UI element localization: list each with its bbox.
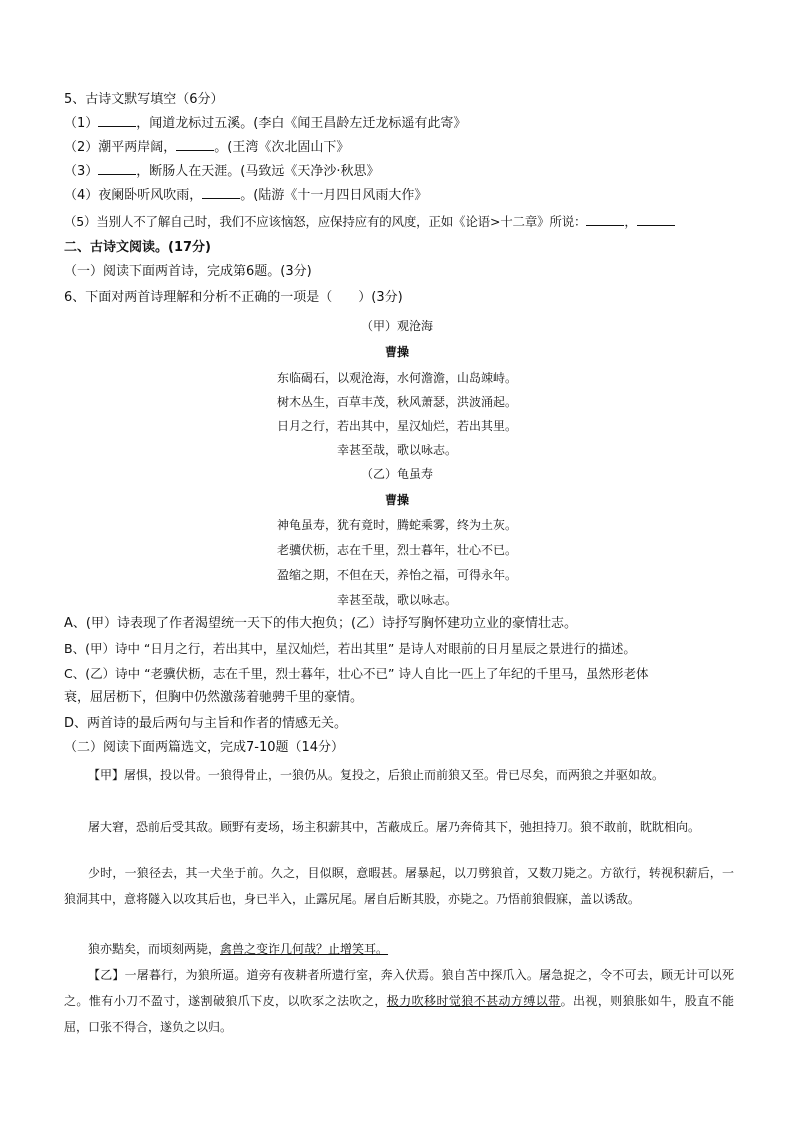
passage-jia-paragraph: 少时，一狼径去，其一犬坐于前。久之，目似瞑，意暇甚。屠暴起，以刀劈狼首，又数刀毙之。方欲行，转视积薪后，一狼洞其中，意将隧入以攻其后也，身已半入，止露尻尾。屠自后断其股，亦毙之。乃悟前狼假寐，盖以诱敌。 — [64, 866, 734, 906]
passage-jia-paragraph: 屠大窘，恐前后受其敌。顾野有麦场，场主积薪其中，苫蔽成丘。屠乃奔倚其下，弛担持刀。狼不敢前，眈眈相向。 — [88, 820, 701, 834]
option-b[interactable]: B、(甲）诗中 “日月之行，若出其中，星汉灿烂，若出其里” 是诗人对眼前的日月星辰之景进行的描述。 — [64, 641, 636, 656]
poem-2-line: 神龟虽寿，犹有竟时，腾蛇乘雾，终为土灰。 — [276, 518, 517, 532]
answer-blank[interactable] — [98, 162, 136, 175]
q5-item-4-text: 。(陆游《十一月四日风雨大作》 — [240, 188, 428, 203]
q5-item-2 — [64, 138, 349, 158]
poem-1-line: 东临碣石，以观沧海，水何澹澹，山岛竦峙。 — [276, 371, 517, 385]
poem-2-line: 盈缩之期，不但在天，养怡之福，可得永年。 — [276, 568, 517, 582]
option-c-continued: 衰，屈居枥下，但胸中仍然激荡着驰骋千里的豪情。 — [64, 690, 364, 705]
q5-item-3-prefix: （3） — [64, 164, 99, 179]
q5-item-1-text: ，闻道龙标过五溪。(李白《闻王昌龄左迁龙标遥有此寄》 — [136, 116, 467, 131]
passage-yi-text: 【乙】一屠暮行，为狼所逼。道旁有夜耕者所遗行室，奔入伏焉。狼自苫中探爪入。屠急捉之，令不可去，顾无计可以死之。惟有小刀不盈寸，遂割破狼爪下皮，以吹豕之法吹之， — [64, 968, 734, 1008]
poem-2-author: 曹操 — [384, 493, 409, 507]
poem-1-line: 幸甚至哉，歌以咏志。 — [336, 443, 457, 457]
section-2-part-1: （一）阅读下面两首诗，完成第6题。(3分) — [64, 264, 312, 279]
passage-jia-text: 狼亦黠矣，而顷刻两毙， — [88, 942, 221, 956]
passage-yi-text: 。出视，则狼胀如牛，股直不能屈，口张不得合，遂负之以归。 — [64, 994, 734, 1034]
poem-1-title: （甲）观沧海 — [360, 319, 433, 333]
underlined-sentence: 禽兽之变诈几何哉？止增笑耳。 — [220, 942, 389, 956]
q5-item-5 — [64, 212, 675, 232]
poem-1-line: 树木丛生，百草丰茂，秋风萧瑟，洪波涌起。 — [276, 395, 517, 409]
section-2-part-2: （二）阅读下面两篇选文，完成7-10题（14分） — [64, 740, 345, 755]
underlined-sentence: 极力吹移时觉狼不甚动方缚以带 — [386, 994, 561, 1008]
section-2-title: 二、古诗文阅读。(17分) — [64, 240, 211, 255]
q5-item-2-prefix: （2）潮平两岸阔， — [64, 140, 177, 155]
q5-item-3-text: ，断肠人在天涯。(马致远《天净沙·秋思》 — [136, 164, 380, 179]
q5-item-2-text: 。(王湾《次北固山下》 — [214, 140, 350, 155]
poem-2-line: 老骥伏枥，志在千里，烈士暮年，壮心不已。 — [276, 543, 517, 557]
answer-blank[interactable] — [176, 138, 214, 151]
q5-item-4 — [64, 186, 427, 206]
q5-title: 5、古诗文默写填空（6分） — [64, 92, 224, 107]
q5-item-4-prefix: （4）夜阑卧听风吹雨， — [64, 188, 203, 203]
poem-2-line: 幸甚至哉，歌以咏志。 — [336, 593, 457, 607]
q5-item-1-prefix: （1） — [64, 116, 99, 131]
q5-item-5-sep: ， — [624, 214, 637, 229]
option-d[interactable]: D、两首诗的最后两句与主旨和作者的情感无关。 — [64, 716, 348, 731]
poem-1-line: 日月之行，若出其中，星汉灿烂，若出其里。 — [276, 419, 517, 433]
passage-yi-paragraph — [64, 962, 734, 1040]
answer-blank[interactable] — [637, 213, 675, 226]
option-c[interactable]: C、(乙）诗中 “老骥伏枥，志在千里，烈士暮年，壮心不已” 诗人自比一匹上了年纪的千里马，虽然形老体 — [64, 666, 649, 681]
answer-blank[interactable] — [202, 186, 240, 199]
poem-2-title: （乙）龟虽寿 — [360, 467, 433, 481]
option-a[interactable]: A、(甲）诗表现了作者渴望统一天下的伟大抱负；(乙）诗抒写胸怀建功立业的豪情壮志。 — [64, 616, 578, 631]
q5-item-1 — [64, 114, 466, 134]
passage-jia-paragraph — [64, 936, 734, 962]
poem-1-author: 曹操 — [384, 345, 409, 359]
passage-jia-paragraph: 【甲】屠惧，投以骨。一狼得骨止，一狼仍从。复投之，后狼止而前狼又至。骨已尽矣，而两狼之并驱如故。 — [88, 768, 665, 782]
question-6: 6、下面对两首诗理解和分析不正确的一项是（ ）(3分) — [64, 290, 403, 305]
q5-item-3 — [64, 162, 380, 182]
answer-blank[interactable] — [586, 213, 624, 226]
q5-item-5-prefix: （5）当别人不了解自己时，我们不应该恼怒，应保持应有的风度，正如《论语>十二章》所说： — [64, 214, 587, 229]
answer-blank[interactable] — [98, 114, 136, 127]
